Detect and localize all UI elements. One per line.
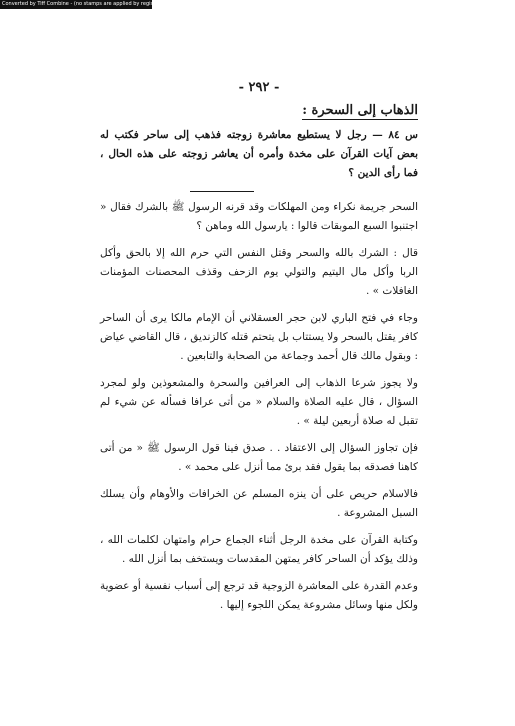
answer-paragraph-2: قال : الشرك بالله والسحر وقتل النفس التي حرم الله إلا بالحق وأكل الربا وأكل مال اليتيم والتولي يوم الزحف وقذف المحصنات المؤمنات الغافلات » . <box>100 247 418 297</box>
answer-paragraph-4: ولا يجوز شرعا الذهاب إلى العرافين والسحرة والمشعوذين ولو لمجرد السؤال ، قال عليه الصلاة والسلام « من أتى عرافا فسأله عن شيء لم تقبل له صلاة أربعين ليلة » . <box>100 377 418 427</box>
answer-paragraph-7: وكتابة القرآن على مخدة الرجل أثناء الجماع حرام وامتهان لكلمات الله ، وذلك يؤكد أن الساحر كافر يمتهن المقدسات ويستخف بما أنزل الله . <box>100 534 418 565</box>
answer-paragraph-3: وجاء في فتح الباري لابن حجر العسقلاني أن الإمام مالكا يرى أن الساحر كافر يقتل بالسحر ولا يستتاب بل يتحتم قتله كالزنديق ، قال القاضي عياض : وبقول مالك قال أحمد وجماعة من الصحابة والتابعين . <box>100 312 418 362</box>
converter-watermark: Converted by Tiff Combine - (no stamps are applied by registered version) <box>2 1 189 7</box>
answer-paragraph-5: فإن تجاوز السؤال إلى الاعتقاد . . صدق فينا قول الرسول ﷺ « من أتى كاهنا فصدقه بما يقول فقد برئ مما أنزل على محمد » . <box>100 442 418 473</box>
section-heading <box>100 103 418 120</box>
answer-paragraph-6: فالاسلام حريص على أن ينزه المسلم عن الخرافات والأوهام وأن يسلك السبل المشروعة . <box>100 488 418 519</box>
answer-paragraph-8: وعدم القدرة على المعاشرة الزوجية قد ترجع إلى أسباب نفسية أو عضوية ولكل منها وسائل مشروعة يمكن اللجوء إليها . <box>100 580 418 611</box>
book-page <box>100 70 418 623</box>
section-heading-text: الذهاب إلى السحرة : <box>302 103 418 118</box>
separator-line <box>190 191 254 192</box>
answer-paragraph-1: السحر جريمة نكراء ومن المهلكات وقد قرنه الرسول ﷺ بالشرك فقال « اجتنبوا السبع الموبقات قالوا : يارسول الله وماهن ؟ <box>100 201 418 232</box>
question-paragraph: س ٨٤ — رجل لا يستطيع معاشرة زوجته فذهب إلى ساحر فكتب له بعض آيات القرآن على مخدة وأمره أن يعاشر زوجته على هذه الحال ، فما رأى الدين ؟ <box>100 129 418 179</box>
page-number: - ٢٩٢ - <box>238 80 280 95</box>
